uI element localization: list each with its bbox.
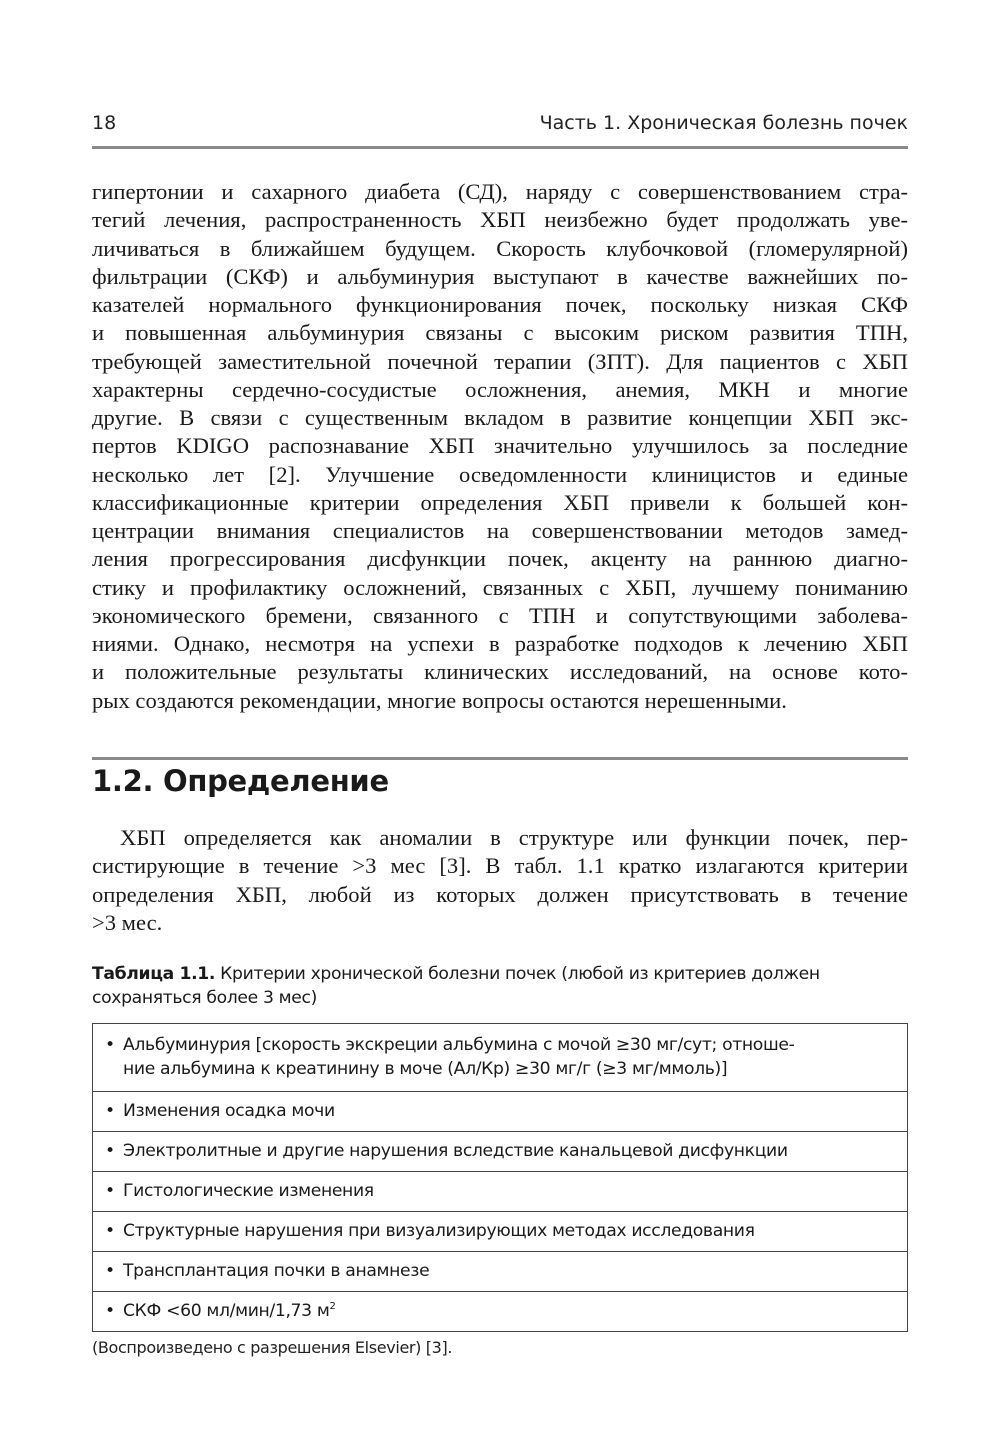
text-line: другие. В связи с существенным вкладом в развитие концепции ХБП экс-	[92, 405, 908, 430]
text-line: характерны сердечно-сосудистые осложнения, анемия, МКН и многие	[92, 376, 908, 402]
text-line: экономического бремени, связанного с ТПН и сопутствующими заболева-	[92, 602, 908, 628]
table-caption	[92, 962, 908, 1010]
table-row	[93, 1024, 907, 1091]
table-row	[93, 1211, 907, 1251]
bullet-icon: •	[105, 1221, 115, 1241]
row-text	[123, 1299, 895, 1325]
source-note: (Воспроизведено с разрешения Elsevier) [3].	[92, 1338, 453, 1357]
text-line: определения ХБП, любой из которых должен присутствовать в течение	[92, 881, 908, 907]
text-line: пертов KDIGO распознавание ХБП значительно улучшилось за последние	[92, 433, 908, 459]
superscript: 2	[329, 1301, 336, 1312]
table-row	[93, 1291, 907, 1331]
row-text: Изменения осадка мочи	[123, 1101, 335, 1121]
bullet-icon: •	[105, 1141, 115, 1161]
text-line: фильтрации (СКФ) и альбуминурия выступают в качестве важнейших по-	[92, 263, 908, 289]
criteria-table	[92, 1023, 908, 1332]
table-row	[93, 1251, 907, 1291]
text-line: систирующие в течение >3 мес [3]. В табл. 1.1 кратко излагаются критерии	[92, 853, 908, 879]
header-divider	[92, 146, 908, 149]
row-text-main: СКФ <60 мл/мин/1,73 м	[123, 1301, 330, 1321]
table-row	[93, 1131, 907, 1171]
text-line: гипертонии и сахарного диабета (СД), наряду с совершенствованием стра-	[92, 179, 908, 204]
text-line: ХБП определяется как аномалии в структуре или функции почек, пер-	[120, 825, 908, 850]
section-divider	[92, 757, 908, 760]
text-line: классификационные критерии определения ХБП привели к большей кон-	[92, 489, 908, 515]
text-line: требующей заместительной почечной терапии (ЗПТ). Для пациентов с ХБП	[92, 348, 908, 374]
text-line: >3 мес.	[92, 909, 163, 935]
definition-paragraph	[92, 824, 908, 937]
bullet-icon: •	[105, 1181, 115, 1201]
row-text: Трансплантация почки в анамнезе	[123, 1261, 430, 1281]
table-label: Таблица 1.1.	[92, 964, 216, 984]
text-line: центрации внимания специалистов на совершенствовании методов замед-	[92, 518, 908, 543]
bullet-icon: •	[105, 1261, 115, 1281]
bullet-icon: •	[105, 1301, 115, 1321]
table-row	[93, 1171, 907, 1211]
text-line: несколько лет [2]. Улучшение осведомленности клиницистов и единые	[92, 461, 908, 487]
page-number: 18	[92, 112, 117, 134]
text-line: и положительные результаты клинических исследований, на основе кото-	[92, 659, 908, 685]
row-text	[123, 1033, 895, 1085]
intro-paragraph	[92, 178, 908, 715]
text-line: ления прогрессирования дисфункции почек, акценту на раннюю диагно-	[92, 546, 908, 572]
row-text: Структурные нарушения при визуализирующих методах исследования	[123, 1221, 755, 1241]
row-text-line: Альбуминурия [скорость экскреции альбумина с мочой ≥30 мг/сут; отноше-	[123, 1035, 795, 1055]
running-header	[92, 112, 908, 142]
table-row	[93, 1091, 907, 1131]
row-text-line: ние альбумина к креатинину в моче (Ал/Кр) ≥30 мг/г (≥3 мг/ммоль)]	[123, 1059, 728, 1079]
text-line: и повышенная альбуминурия связаны с высоким риском развития ТПН,	[92, 320, 908, 346]
table-caption-text: Критерии хронической болезни почек (любой из критериев должен сохраняться более 3 мес)	[92, 964, 820, 1008]
text-line: тегий лечения, распространенность ХБП неизбежно будет продолжать уве-	[92, 207, 908, 233]
row-text: Электролитные и другие нарушения вследствие канальцевой дисфункции	[123, 1141, 788, 1161]
running-title: Часть 1. Хроническая болезнь почек	[539, 112, 908, 134]
bullet-icon: •	[105, 1101, 115, 1121]
text-line: ниями. Однако, несмотря на успехи в разработке подходов к лечению ХБП	[92, 631, 908, 656]
text-line: казателей нормального функционирования почек, поскольку низкая СКФ	[92, 292, 908, 317]
bullet-icon: •	[105, 1035, 115, 1055]
text-line: личиваться в ближайшем будущем. Скорость клубочковой (гломерулярной)	[92, 235, 908, 261]
text-line: рых создаются рекомендации, многие вопросы остаются нерешенными.	[92, 687, 787, 713]
text-line: стику и профилактику осложнений, связанных с ХБП, лучшему пониманию	[92, 574, 908, 600]
section-heading: 1.2. Определение	[92, 764, 389, 798]
row-text: Гистологические изменения	[123, 1181, 374, 1201]
